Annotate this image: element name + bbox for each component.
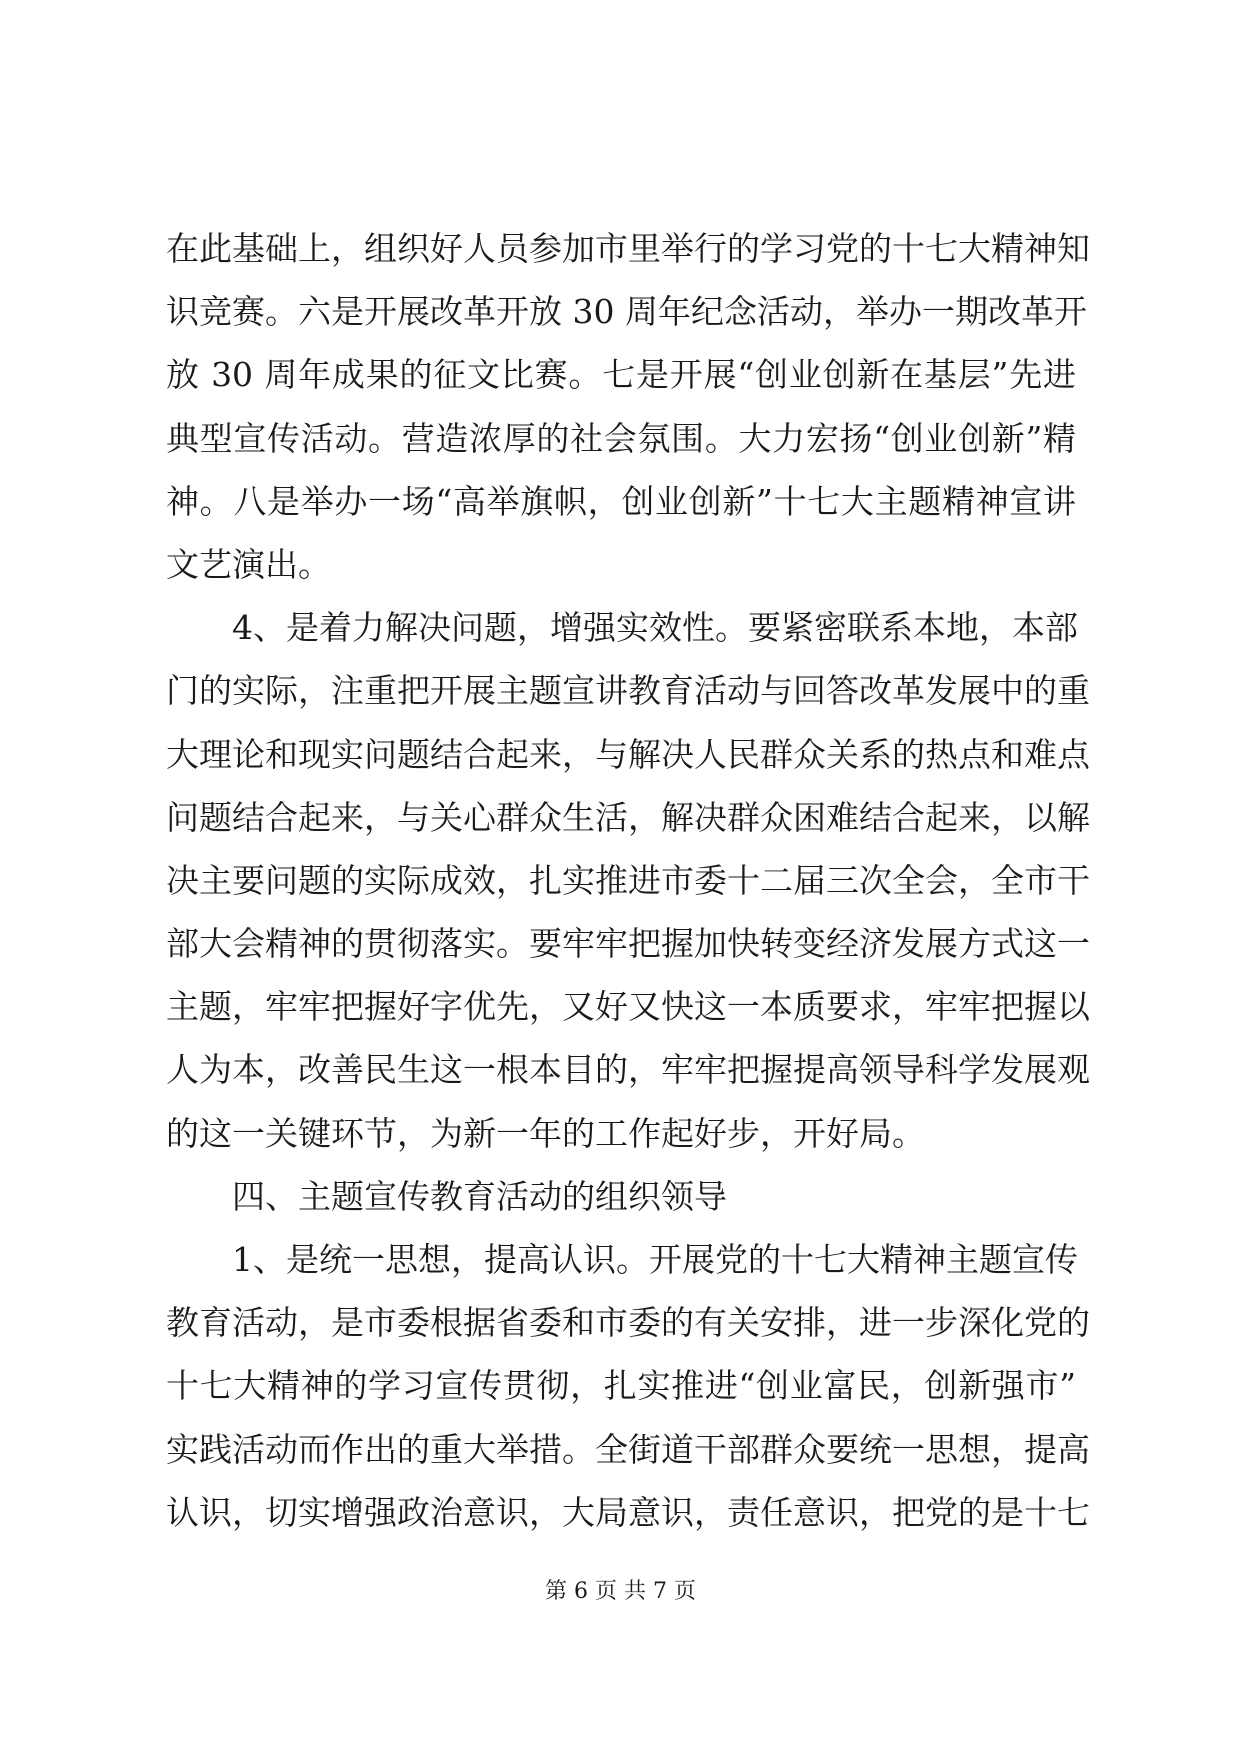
text-line: 门的实际，注重把开展主题宣讲教育活动与回答改革发展中的重 [166,671,1090,711]
text-line: 主题，牢牢把握好字优先，又好又快这一本质要求，牢牢把握以 [166,987,1090,1027]
text-line: 神。八是举办一场“高举旗帜，创业创新”十七大主题精神宣讲 [166,481,1076,521]
text-line: 1、是统一思想，提高认识。开展党的十七大精神主题宣传 [166,1240,1078,1279]
text-line: 实践活动而作出的重大举措。全街道干部群众要统一思想，提高 [166,1429,1090,1469]
text-line: 放 30 周年成果的征文比赛。七是开展“创业创新在基层”先进 [166,355,1076,395]
document-body [166,224,1090,1551]
text-line: 部大会精神的贯彻落实。要牢牢把握加快转变经济发展方式这一 [166,924,1090,964]
text-line: 文艺演出。 [166,544,331,584]
text-line: 问题结合起来，与关心群众生活，解决群众困难结合起来，以解 [166,797,1090,837]
text-line: 教育活动，是市委根据省委和市委的有关安排，进一步深化党的 [166,1303,1090,1343]
text-line: 大理论和现实问题结合起来，与解决人民群众关系的热点和难点 [166,734,1090,774]
text-line: 十七大精神的学习宣传贯彻，扎实推进“创业富民，创新强市” [166,1366,1076,1406]
text-line: 典型宣传活动。营造浓厚的社会氛围。大力宏扬“创业创新”精 [166,418,1076,458]
text-line: 识竞赛。六是开展改革开放 30 周年纪念活动，举办一期改革开 [166,292,1087,332]
section-heading: 四、主题宣传教育活动的组织领导 [166,1176,727,1216]
text-line: 决主要问题的实际成效，扎实推进市委十二届三次全会，全市干 [166,860,1090,900]
page-number-footer: 第 6 页 共 7 页 [545,1579,696,1604]
text-line: 4、是着力解决问题，增强实效性。要紧密联系本地，本部 [166,608,1078,648]
text-line: 认识，切实增强政治意识，大局意识，责任意识，把党的是十七 [166,1492,1090,1532]
text-line: 的这一关键环节，为新一年的工作起好步，开好局。 [166,1113,925,1153]
text-line: 在此基础上，组织好人员参加市里举行的学习党的十七大精神知 [166,229,1090,268]
text-line: 人为本，改善民生这一根本目的，牢牢把握提高领导科学发展观 [166,1050,1090,1090]
